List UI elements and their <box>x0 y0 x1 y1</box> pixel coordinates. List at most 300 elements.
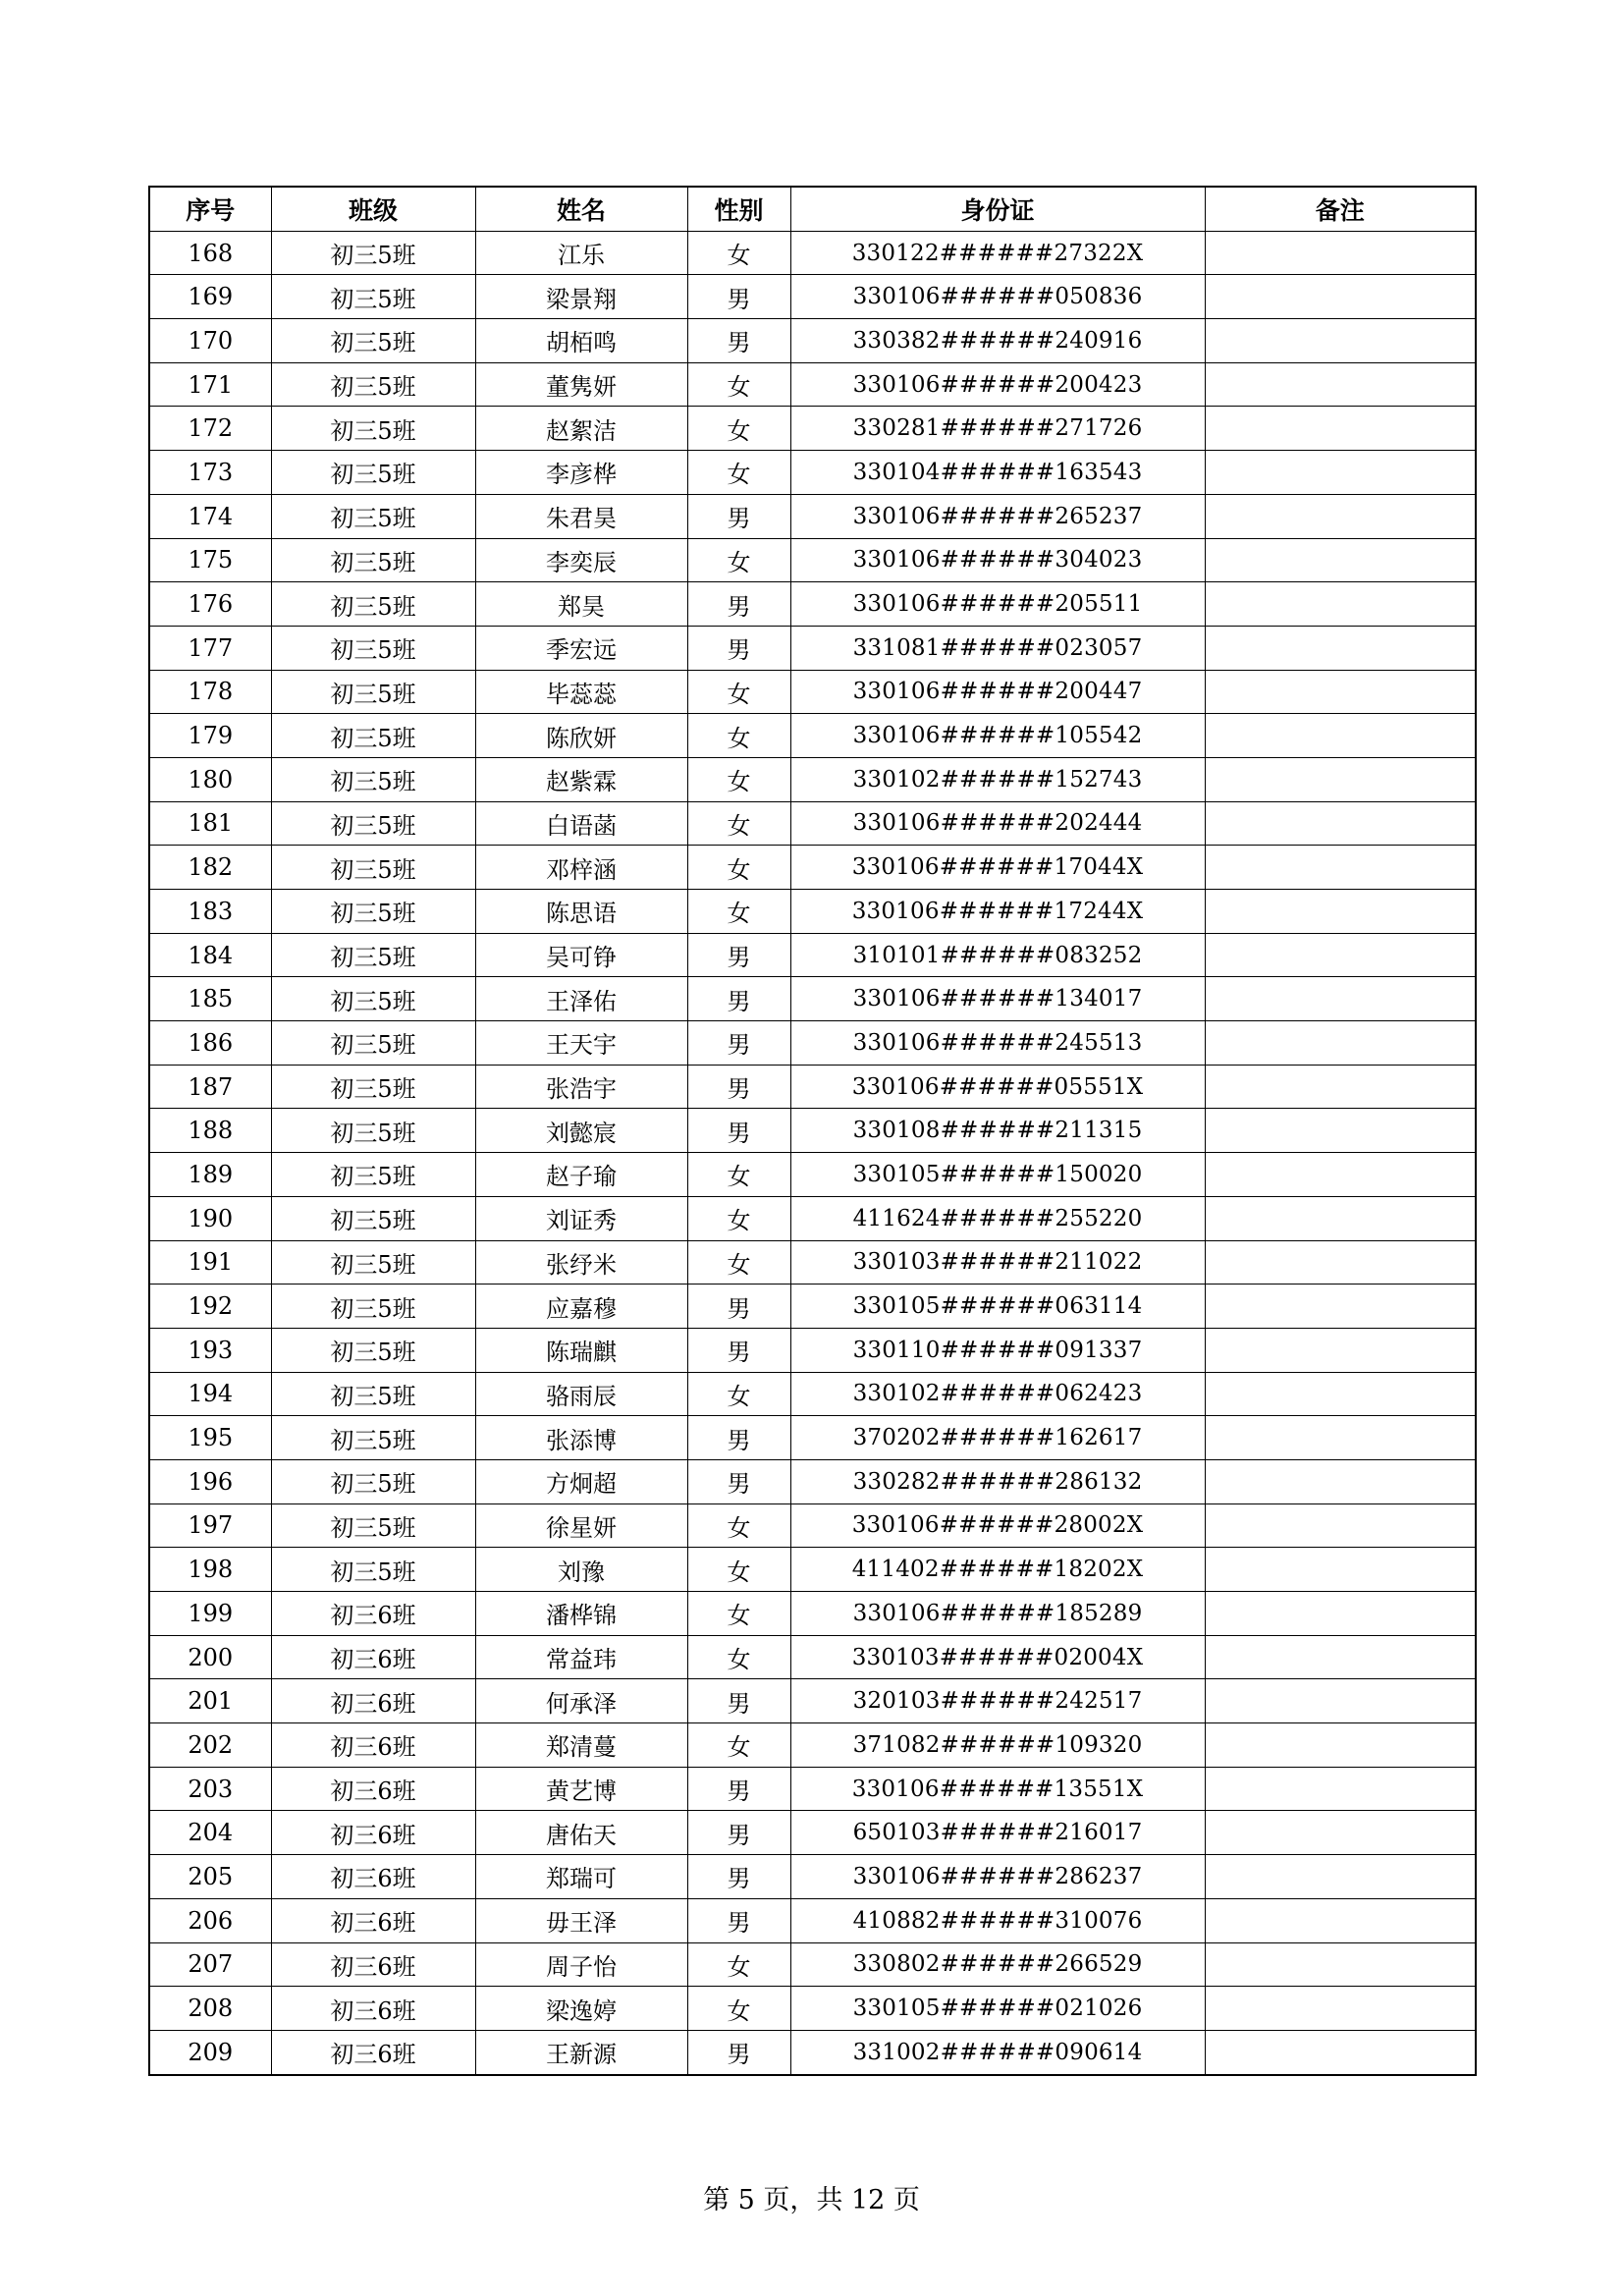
cell-name: 应嘉穆 <box>475 1285 687 1329</box>
cell-remarks <box>1205 714 1476 758</box>
page-number-footer: 第 5 页，共 12 页 <box>703 2185 920 2215</box>
cell-class: 初三6班 <box>271 1635 475 1679</box>
cell-class: 初三5班 <box>271 757 475 801</box>
table-row <box>149 846 1476 890</box>
cell-name: 刘豫 <box>475 1548 687 1592</box>
cell-class: 初三5班 <box>271 1548 475 1592</box>
table-row <box>149 407 1476 451</box>
cell-gender: 女 <box>687 1592 790 1636</box>
cell-remarks <box>1205 933 1476 977</box>
cell-index: 182 <box>149 846 271 890</box>
cell-index: 174 <box>149 494 271 538</box>
cell-remarks <box>1205 1021 1476 1066</box>
cell-id-number: 330102######062423 <box>790 1372 1205 1416</box>
cell-remarks <box>1205 451 1476 495</box>
cell-name: 潘桦锦 <box>475 1592 687 1636</box>
cell-gender: 女 <box>687 407 790 451</box>
cell-index: 201 <box>149 1679 271 1723</box>
cell-class: 初三6班 <box>271 1987 475 2031</box>
cell-name: 张浩宇 <box>475 1065 687 1109</box>
cell-id-number: 330103######02004X <box>790 1635 1205 1679</box>
cell-class: 初三6班 <box>271 1811 475 1855</box>
table-row <box>149 1153 1476 1197</box>
cell-id-number: 330106######245513 <box>790 1021 1205 1066</box>
cell-gender: 女 <box>687 890 790 934</box>
cell-class: 初三5班 <box>271 407 475 451</box>
table-row <box>149 231 1476 275</box>
cell-index: 196 <box>149 1459 271 1503</box>
cell-gender: 女 <box>687 1372 790 1416</box>
cell-class: 初三6班 <box>271 2030 475 2074</box>
cell-name: 邓梓涵 <box>475 846 687 890</box>
cell-gender: 男 <box>687 977 790 1021</box>
cell-id-number: 331081######023057 <box>790 626 1205 670</box>
cell-gender: 女 <box>687 1240 790 1285</box>
cell-remarks <box>1205 1811 1476 1855</box>
cell-index: 170 <box>149 319 271 363</box>
table-row <box>149 362 1476 407</box>
table-row <box>149 1987 1476 2031</box>
cell-gender: 男 <box>687 1021 790 1066</box>
cell-name: 江乐 <box>475 231 687 275</box>
cell-index: 192 <box>149 1285 271 1329</box>
table-row <box>149 1196 1476 1240</box>
cell-id-number: 330281######271726 <box>790 407 1205 451</box>
cell-gender: 女 <box>687 846 790 890</box>
cell-remarks <box>1205 1372 1476 1416</box>
cell-remarks <box>1205 538 1476 582</box>
student-roster-table <box>148 186 1477 2076</box>
cell-name: 徐星妍 <box>475 1503 687 1548</box>
table-row <box>149 1855 1476 1899</box>
table-row <box>149 1811 1476 1855</box>
table-row <box>149 933 1476 977</box>
cell-id-number: 331002######090614 <box>790 2030 1205 2074</box>
cell-name: 张添博 <box>475 1416 687 1460</box>
cell-gender: 男 <box>687 319 790 363</box>
cell-remarks <box>1205 890 1476 934</box>
cell-index: 197 <box>149 1503 271 1548</box>
cell-remarks <box>1205 1416 1476 1460</box>
cell-class: 初三6班 <box>271 1942 475 1987</box>
header-class: 班级 <box>271 187 475 231</box>
cell-remarks <box>1205 275 1476 319</box>
table-row <box>149 801 1476 846</box>
cell-name: 陈思语 <box>475 890 687 934</box>
table-row <box>149 1503 1476 1548</box>
table-row <box>149 275 1476 319</box>
cell-remarks <box>1205 582 1476 627</box>
cell-name: 李彦桦 <box>475 451 687 495</box>
cell-class: 初三5班 <box>271 1240 475 1285</box>
cell-index: 208 <box>149 1987 271 2031</box>
cell-class: 初三5班 <box>271 1196 475 1240</box>
cell-remarks <box>1205 1065 1476 1109</box>
cell-name: 郑瑞可 <box>475 1855 687 1899</box>
cell-name: 何承泽 <box>475 1679 687 1723</box>
cell-name: 赵子瑜 <box>475 1153 687 1197</box>
cell-class: 初三5班 <box>271 1503 475 1548</box>
cell-name: 骆雨辰 <box>475 1372 687 1416</box>
cell-id-number: 330106######185289 <box>790 1592 1205 1636</box>
cell-name: 唐佑天 <box>475 1811 687 1855</box>
cell-id-number: 330106######205511 <box>790 582 1205 627</box>
cell-class: 初三5班 <box>271 1021 475 1066</box>
cell-remarks <box>1205 1635 1476 1679</box>
cell-gender: 女 <box>687 757 790 801</box>
cell-name: 方炯超 <box>475 1459 687 1503</box>
cell-class: 初三5班 <box>271 231 475 275</box>
cell-index: 179 <box>149 714 271 758</box>
cell-index: 190 <box>149 1196 271 1240</box>
cell-id-number: 330105######063114 <box>790 1285 1205 1329</box>
cell-gender: 女 <box>687 1153 790 1197</box>
header-gender: 性别 <box>687 187 790 231</box>
table-header-row <box>149 187 1476 231</box>
cell-name: 王新源 <box>475 2030 687 2074</box>
cell-index: 185 <box>149 977 271 1021</box>
table-row <box>149 538 1476 582</box>
cell-remarks <box>1205 1285 1476 1329</box>
cell-remarks <box>1205 1153 1476 1197</box>
cell-gender: 女 <box>687 1942 790 1987</box>
cell-index: 202 <box>149 1723 271 1768</box>
cell-remarks <box>1205 1196 1476 1240</box>
cell-name: 陈瑞麒 <box>475 1328 687 1372</box>
cell-name: 朱君昊 <box>475 494 687 538</box>
cell-gender: 男 <box>687 1767 790 1811</box>
cell-id-number: 330103######211022 <box>790 1240 1205 1285</box>
cell-gender: 男 <box>687 1459 790 1503</box>
cell-remarks <box>1205 1767 1476 1811</box>
cell-gender: 男 <box>687 1416 790 1460</box>
cell-id-number: 330105######021026 <box>790 1987 1205 2031</box>
cell-gender: 男 <box>687 275 790 319</box>
cell-class: 初三6班 <box>271 1767 475 1811</box>
cell-remarks <box>1205 1855 1476 1899</box>
cell-remarks <box>1205 1240 1476 1285</box>
cell-gender: 女 <box>687 670 790 714</box>
cell-index: 207 <box>149 1942 271 1987</box>
cell-id-number: 330106######200423 <box>790 362 1205 407</box>
cell-name: 毋王泽 <box>475 1898 687 1942</box>
cell-gender: 男 <box>687 1898 790 1942</box>
table-row <box>149 890 1476 934</box>
table-row <box>149 1898 1476 1942</box>
cell-id-number: 330106######05551X <box>790 1065 1205 1109</box>
cell-name: 董隽妍 <box>475 362 687 407</box>
cell-index: 169 <box>149 275 271 319</box>
table-row <box>149 977 1476 1021</box>
cell-class: 初三5班 <box>271 714 475 758</box>
table-row <box>149 1942 1476 1987</box>
cell-id-number: 330106######265237 <box>790 494 1205 538</box>
cell-gender: 男 <box>687 1285 790 1329</box>
cell-index: 198 <box>149 1548 271 1592</box>
cell-id-number: 330106######286237 <box>790 1855 1205 1899</box>
cell-remarks <box>1205 757 1476 801</box>
table-row <box>149 1372 1476 1416</box>
cell-gender: 男 <box>687 494 790 538</box>
cell-id-number: 330106######105542 <box>790 714 1205 758</box>
cell-index: 184 <box>149 933 271 977</box>
cell-id-number: 370202######162617 <box>790 1416 1205 1460</box>
cell-remarks <box>1205 801 1476 846</box>
cell-class: 初三5班 <box>271 319 475 363</box>
cell-id-number: 330106######304023 <box>790 538 1205 582</box>
cell-name: 常益玮 <box>475 1635 687 1679</box>
cell-remarks <box>1205 407 1476 451</box>
table-row <box>149 494 1476 538</box>
cell-gender: 女 <box>687 1196 790 1240</box>
cell-gender: 女 <box>687 801 790 846</box>
cell-gender: 男 <box>687 933 790 977</box>
cell-index: 205 <box>149 1855 271 1899</box>
table-row <box>149 1416 1476 1460</box>
cell-name: 周子怡 <box>475 1942 687 1987</box>
cell-name: 胡栢鸣 <box>475 319 687 363</box>
table-row <box>149 714 1476 758</box>
table-row <box>149 451 1476 495</box>
table-row <box>149 626 1476 670</box>
cell-index: 180 <box>149 757 271 801</box>
table-row <box>149 1548 1476 1592</box>
cell-id-number: 330110######091337 <box>790 1328 1205 1372</box>
cell-class: 初三5班 <box>271 801 475 846</box>
table-body <box>149 231 1476 2074</box>
cell-class: 初三6班 <box>271 1592 475 1636</box>
cell-class: 初三5班 <box>271 933 475 977</box>
table-row <box>149 1328 1476 1372</box>
cell-id-number: 650103######216017 <box>790 1811 1205 1855</box>
cell-id-number: 330106######200447 <box>790 670 1205 714</box>
cell-name: 梁逸婷 <box>475 1987 687 2031</box>
table-row <box>149 1723 1476 1768</box>
table-row <box>149 1635 1476 1679</box>
cell-id-number: 411624######255220 <box>790 1196 1205 1240</box>
cell-class: 初三5班 <box>271 362 475 407</box>
cell-index: 191 <box>149 1240 271 1285</box>
table-row <box>149 1592 1476 1636</box>
cell-gender: 女 <box>687 1723 790 1768</box>
cell-class: 初三5班 <box>271 1416 475 1460</box>
cell-id-number: 330105######150020 <box>790 1153 1205 1197</box>
cell-class: 初三6班 <box>271 1855 475 1899</box>
cell-remarks <box>1205 2030 1476 2074</box>
cell-name: 王天宇 <box>475 1021 687 1066</box>
cell-name: 郑清蔓 <box>475 1723 687 1768</box>
cell-name: 刘证秀 <box>475 1196 687 1240</box>
cell-id-number: 330106######134017 <box>790 977 1205 1021</box>
header-remarks: 备注 <box>1205 187 1476 231</box>
cell-id-number: 330106######28002X <box>790 1503 1205 1548</box>
cell-class: 初三5班 <box>271 1153 475 1197</box>
cell-gender: 男 <box>687 1065 790 1109</box>
cell-gender: 女 <box>687 714 790 758</box>
cell-gender: 女 <box>687 1987 790 2031</box>
table-row <box>149 1109 1476 1153</box>
cell-index: 186 <box>149 1021 271 1066</box>
cell-id-number: 330106######050836 <box>790 275 1205 319</box>
cell-class: 初三6班 <box>271 1679 475 1723</box>
table-row <box>149 582 1476 627</box>
cell-gender: 女 <box>687 1503 790 1548</box>
cell-index: 209 <box>149 2030 271 2074</box>
cell-remarks <box>1205 319 1476 363</box>
cell-class: 初三5班 <box>271 846 475 890</box>
cell-remarks <box>1205 977 1476 1021</box>
cell-remarks <box>1205 1987 1476 2031</box>
cell-id-number: 371082######109320 <box>790 1723 1205 1768</box>
cell-gender: 男 <box>687 1679 790 1723</box>
cell-class: 初三5班 <box>271 890 475 934</box>
cell-index: 187 <box>149 1065 271 1109</box>
cell-name: 毕蕊蕊 <box>475 670 687 714</box>
cell-gender: 女 <box>687 1548 790 1592</box>
cell-id-number: 310101######083252 <box>790 933 1205 977</box>
cell-id-number: 411402######18202X <box>790 1548 1205 1592</box>
cell-name: 刘懿宸 <box>475 1109 687 1153</box>
cell-class: 初三5班 <box>271 538 475 582</box>
cell-class: 初三5班 <box>271 1285 475 1329</box>
cell-id-number: 330106######17044X <box>790 846 1205 890</box>
cell-gender: 女 <box>687 451 790 495</box>
cell-id-number: 330106######202444 <box>790 801 1205 846</box>
table-row <box>149 2030 1476 2074</box>
cell-index: 200 <box>149 1635 271 1679</box>
cell-index: 181 <box>149 801 271 846</box>
cell-index: 177 <box>149 626 271 670</box>
cell-index: 188 <box>149 1109 271 1153</box>
cell-remarks <box>1205 494 1476 538</box>
cell-name: 陈欣妍 <box>475 714 687 758</box>
cell-id-number: 330102######152743 <box>790 757 1205 801</box>
cell-index: 183 <box>149 890 271 934</box>
header-name: 姓名 <box>475 187 687 231</box>
cell-id-number: 330108######211315 <box>790 1109 1205 1153</box>
cell-remarks <box>1205 362 1476 407</box>
cell-index: 172 <box>149 407 271 451</box>
cell-id-number: 320103######242517 <box>790 1679 1205 1723</box>
cell-index: 195 <box>149 1416 271 1460</box>
header-index: 序号 <box>149 187 271 231</box>
cell-index: 193 <box>149 1328 271 1372</box>
cell-remarks <box>1205 231 1476 275</box>
cell-remarks <box>1205 1459 1476 1503</box>
cell-gender: 男 <box>687 1855 790 1899</box>
cell-class: 初三5班 <box>271 494 475 538</box>
cell-remarks <box>1205 1723 1476 1768</box>
cell-id-number: 410882######310076 <box>790 1898 1205 1942</box>
cell-gender: 女 <box>687 538 790 582</box>
cell-gender: 女 <box>687 362 790 407</box>
cell-name: 郑昊 <box>475 582 687 627</box>
cell-class: 初三5班 <box>271 1065 475 1109</box>
header-id-number: 身份证 <box>790 187 1205 231</box>
cell-index: 189 <box>149 1153 271 1197</box>
table-row <box>149 757 1476 801</box>
cell-index: 199 <box>149 1592 271 1636</box>
cell-id-number: 330106######13551X <box>790 1767 1205 1811</box>
table-row <box>149 1285 1476 1329</box>
cell-name: 李奕辰 <box>475 538 687 582</box>
cell-remarks <box>1205 1898 1476 1942</box>
cell-id-number: 330106######17244X <box>790 890 1205 934</box>
cell-name: 季宏远 <box>475 626 687 670</box>
cell-id-number: 330802######266529 <box>790 1942 1205 1987</box>
cell-class: 初三5班 <box>271 1109 475 1153</box>
cell-remarks <box>1205 1679 1476 1723</box>
table-row <box>149 319 1476 363</box>
cell-index: 194 <box>149 1372 271 1416</box>
cell-class: 初三5班 <box>271 670 475 714</box>
cell-remarks <box>1205 846 1476 890</box>
cell-name: 黄艺博 <box>475 1767 687 1811</box>
cell-class: 初三5班 <box>271 1459 475 1503</box>
cell-remarks <box>1205 1503 1476 1548</box>
table-row <box>149 1767 1476 1811</box>
cell-index: 204 <box>149 1811 271 1855</box>
cell-index: 206 <box>149 1898 271 1942</box>
cell-id-number: 330282######286132 <box>790 1459 1205 1503</box>
table-row <box>149 1021 1476 1066</box>
cell-class: 初三5班 <box>271 275 475 319</box>
cell-index: 175 <box>149 538 271 582</box>
cell-class: 初三5班 <box>271 451 475 495</box>
cell-gender: 女 <box>687 1635 790 1679</box>
cell-name: 王泽佑 <box>475 977 687 1021</box>
cell-index: 168 <box>149 231 271 275</box>
cell-name: 梁景翔 <box>475 275 687 319</box>
cell-index: 171 <box>149 362 271 407</box>
table-row <box>149 1240 1476 1285</box>
cell-class: 初三5班 <box>271 1328 475 1372</box>
cell-remarks <box>1205 670 1476 714</box>
cell-gender: 男 <box>687 626 790 670</box>
cell-class: 初三6班 <box>271 1898 475 1942</box>
cell-name: 吴可铮 <box>475 933 687 977</box>
cell-remarks <box>1205 1109 1476 1153</box>
cell-index: 203 <box>149 1767 271 1811</box>
table-row <box>149 1459 1476 1503</box>
table-row <box>149 1679 1476 1723</box>
cell-gender: 男 <box>687 1811 790 1855</box>
cell-gender: 男 <box>687 2030 790 2074</box>
cell-remarks <box>1205 1548 1476 1592</box>
cell-name: 赵紫霖 <box>475 757 687 801</box>
cell-remarks <box>1205 1328 1476 1372</box>
cell-name: 白语菡 <box>475 801 687 846</box>
cell-remarks <box>1205 1942 1476 1987</box>
table-row <box>149 1065 1476 1109</box>
cell-remarks <box>1205 626 1476 670</box>
cell-index: 176 <box>149 582 271 627</box>
cell-index: 173 <box>149 451 271 495</box>
cell-gender: 男 <box>687 1328 790 1372</box>
cell-class: 初三5班 <box>271 977 475 1021</box>
cell-gender: 男 <box>687 582 790 627</box>
cell-gender: 男 <box>687 1109 790 1153</box>
cell-class: 初三5班 <box>271 1372 475 1416</box>
cell-id-number: 330104######163543 <box>790 451 1205 495</box>
cell-id-number: 330122######27322X <box>790 231 1205 275</box>
cell-name: 张纾米 <box>475 1240 687 1285</box>
cell-remarks <box>1205 1592 1476 1636</box>
cell-index: 178 <box>149 670 271 714</box>
cell-gender: 女 <box>687 231 790 275</box>
table-row <box>149 670 1476 714</box>
cell-class: 初三5班 <box>271 626 475 670</box>
